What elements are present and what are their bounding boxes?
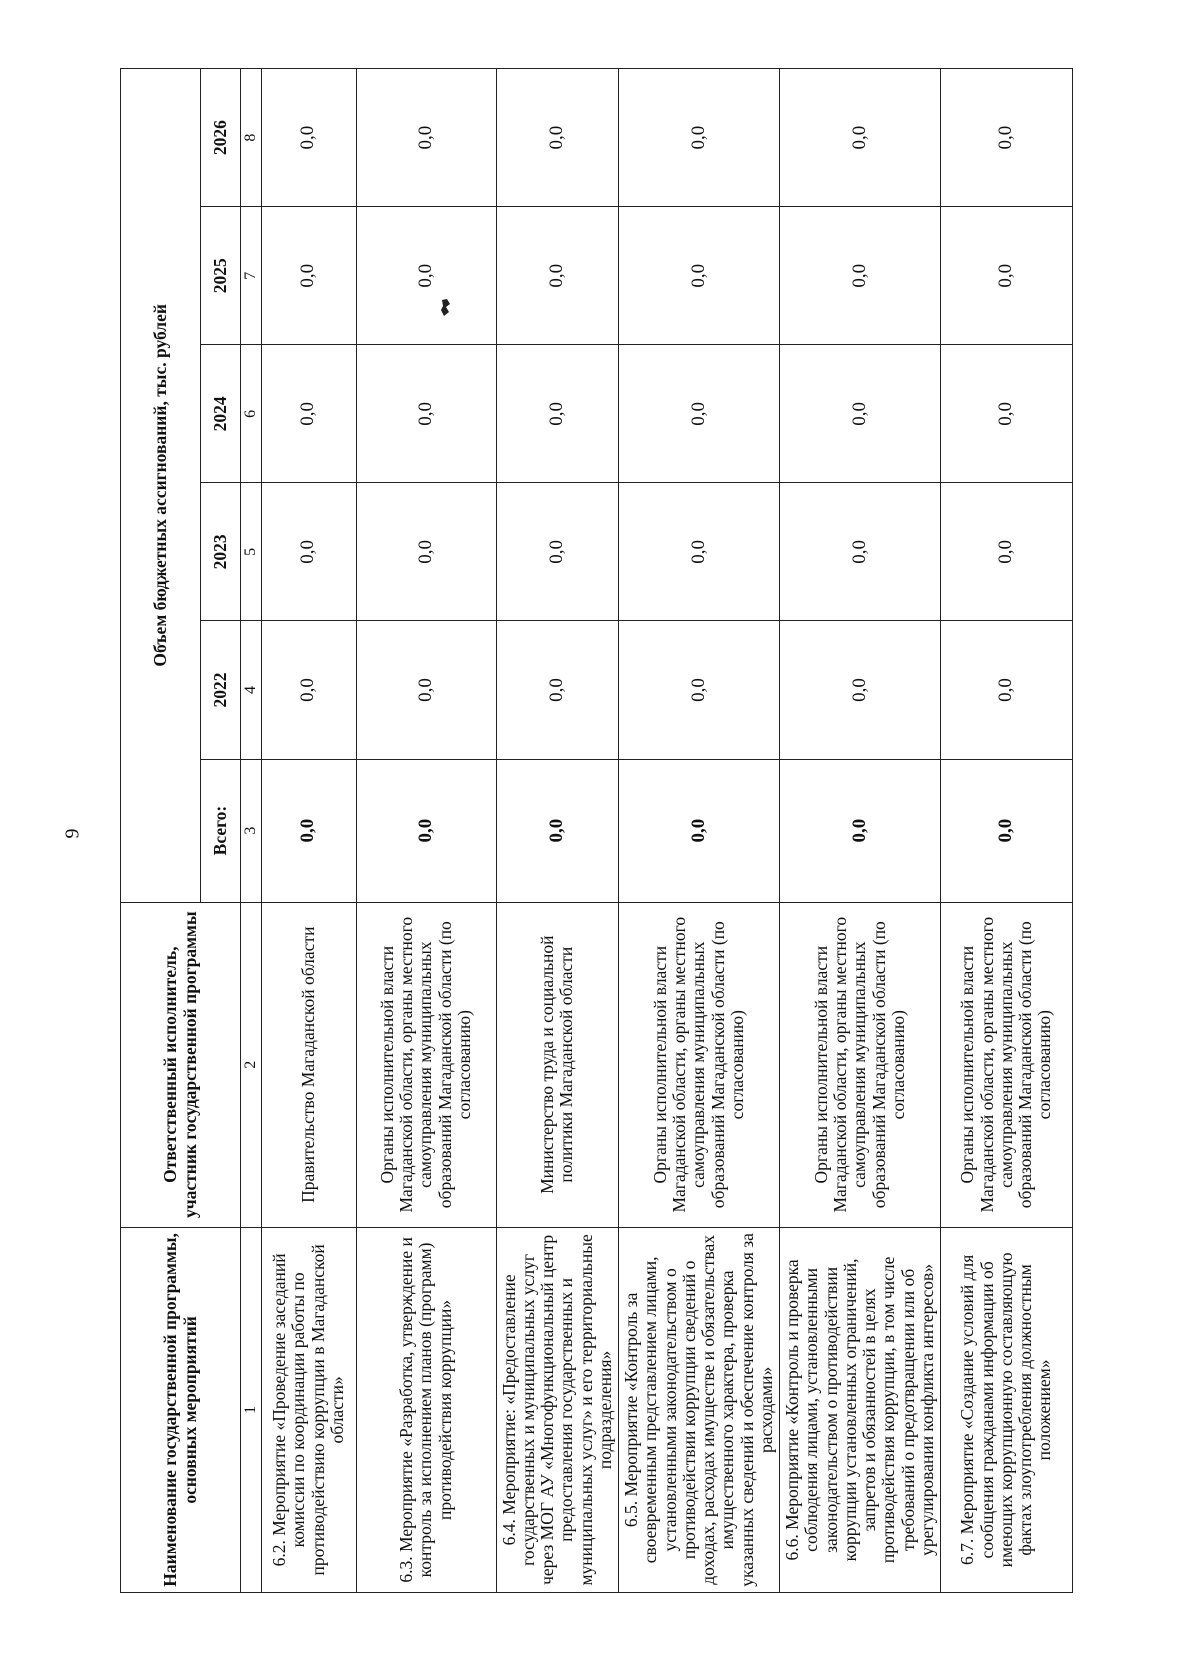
- row-executor: Органы исполнительной власти Магаданской области, органы местного самоуправления муниципальных образований Магаданской области (по согласованию): [356, 902, 496, 1227]
- row-value: 0,0: [780, 483, 941, 621]
- row-value: 0,0: [356, 483, 496, 621]
- row-value: 0,0: [619, 483, 780, 621]
- header-year: 2023: [201, 483, 241, 621]
- row-value: 0,0: [356, 621, 496, 759]
- row-value: 0,0: [619, 207, 780, 345]
- row-value: 0,0: [496, 621, 619, 759]
- row-value: 0,0: [261, 345, 356, 483]
- column-number: 6: [241, 345, 262, 483]
- table-row: [941, 69, 1073, 1593]
- header-total: Всего:: [201, 759, 241, 902]
- row-total: 0,0: [356, 759, 496, 902]
- column-number: 7: [241, 207, 262, 345]
- row-executor: Правительство Магаданской области: [261, 902, 356, 1227]
- row-value: 0,0: [496, 69, 619, 207]
- row-total: 0,0: [261, 759, 356, 902]
- row-value: 0,0: [780, 207, 941, 345]
- row-value: 0,0: [356, 345, 496, 483]
- row-total: 0,0: [780, 759, 941, 902]
- row-value: 0,0: [496, 345, 619, 483]
- row-value: 0,0: [941, 207, 1073, 345]
- column-number: 3: [241, 759, 262, 902]
- header-name: Наименование государственной программы, основных мероприятий: [121, 1227, 241, 1592]
- row-value: 0,0: [941, 345, 1073, 483]
- table-row: [496, 69, 619, 1593]
- header-budget: Объем бюджетных ассигнований, тыс. рублей: [121, 69, 201, 903]
- row-total: 0,0: [619, 759, 780, 902]
- row-value: 0,0: [941, 483, 1073, 621]
- row-value: 0,0: [356, 207, 496, 345]
- column-number: 2: [241, 902, 262, 1227]
- row-name: 6.3. Мероприятие «Разработка, утверждение и контроль за исполнением планов (программ) противодействия коррупции»: [356, 1227, 496, 1592]
- page-number: 9: [61, 828, 84, 839]
- row-total: 0,0: [941, 759, 1073, 902]
- row-executor: Органы исполнительной власти Магаданской области, органы местного самоуправления муниципальных образований Магаданской области (по согласованию): [619, 902, 780, 1227]
- budget-table: [120, 68, 1073, 1593]
- table-row: [780, 69, 941, 1593]
- row-value: 0,0: [261, 207, 356, 345]
- row-name: 6.4. Мероприятие: «Предоставление государственных и муниципальных услуг через МОГ АУ «Многофункциональный центр предоставления государственных и муниципальных услуг» и его территориальные подразделения»: [496, 1227, 619, 1592]
- column-number: 1: [241, 1227, 262, 1592]
- row-value: 0,0: [356, 69, 496, 207]
- row-value: 0,0: [780, 621, 941, 759]
- row-name: 6.2. Мероприятие «Проведение заседаний комиссии по координации работы по противодействию коррупции в Магаданской области»: [261, 1227, 356, 1592]
- row-value: 0,0: [261, 483, 356, 621]
- row-value: 0,0: [261, 621, 356, 759]
- row-value: 0,0: [780, 69, 941, 207]
- row-value: 0,0: [780, 345, 941, 483]
- header-year: 2025: [201, 207, 241, 345]
- row-value: 0,0: [619, 69, 780, 207]
- row-executor: Органы исполнительной власти Магаданской области, органы местного самоуправления муниципальных образований Магаданской области (по согласованию): [780, 902, 941, 1227]
- row-name: 6.5. Мероприятие «Контроль за своевременным представлением лицами, установленными законодательством о противодействии коррупции сведений о доходах, расходах имуществе и обязательствах имущественного характера, проверка указанных сведений и обеспечение контроля за расходами»: [619, 1227, 780, 1592]
- row-executor: Органы исполнительной власти Магаданской области, органы местного самоуправления муниципальных образований Магаданской области (по согласованию): [941, 902, 1073, 1227]
- row-name: 6.6. Мероприятие «Контроль и проверка соблюдения лицами, установленными законодательством о противодействии коррупции установленных ограничений, запретов и обязанностей в целях противодействия коррупции, в том числе требований о предотвращении или об урегулировании конфликта интересов»: [780, 1227, 941, 1592]
- column-number: 5: [241, 483, 262, 621]
- rotated-table-sheet: [120, 68, 1060, 1593]
- row-executor: Министерство труда и социальной политики Магаданской области: [496, 902, 619, 1227]
- row-value: 0,0: [496, 207, 619, 345]
- row-value: 0,0: [619, 345, 780, 483]
- table-row: [356, 69, 496, 1593]
- row-value: 0,0: [941, 69, 1073, 207]
- column-number: 8: [241, 69, 262, 207]
- row-value: 0,0: [941, 621, 1073, 759]
- row-value: 0,0: [619, 621, 780, 759]
- header-year: 2022: [201, 621, 241, 759]
- row-value: 0,0: [496, 483, 619, 621]
- table-row: [261, 69, 356, 1593]
- header-executor: Ответственный исполнитель, участник государственной программы: [121, 902, 241, 1227]
- header-year: 2024: [201, 345, 241, 483]
- header-year: 2026: [201, 69, 241, 207]
- table-row: [619, 69, 780, 1593]
- row-name: 6.7. Мероприятие «Создание условий для сообщения гражданами информации об имеющих коррупционную составляющую фактах злоупотребления должностным положением»: [941, 1227, 1073, 1592]
- row-value: 0,0: [261, 69, 356, 207]
- row-total: 0,0: [496, 759, 619, 902]
- column-number: 4: [241, 621, 262, 759]
